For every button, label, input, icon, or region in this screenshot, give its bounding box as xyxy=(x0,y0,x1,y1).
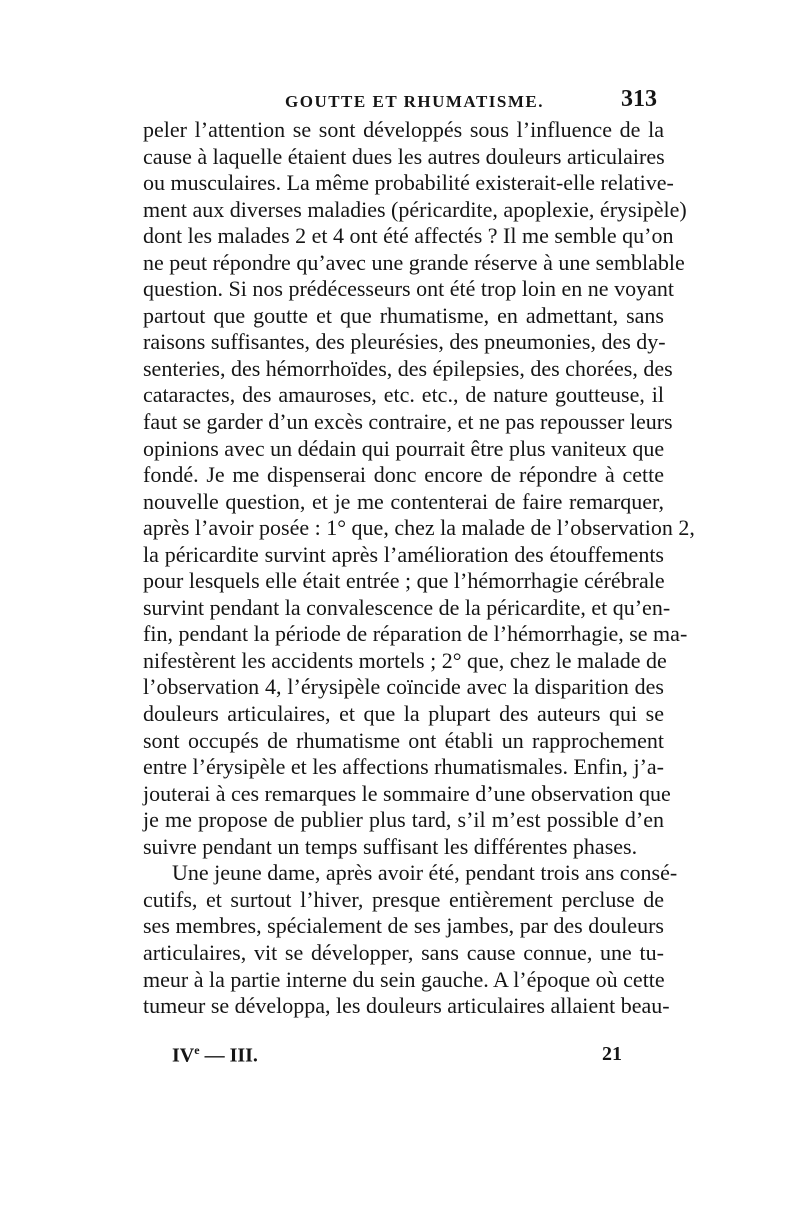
text-line: partout que goutte et que rhumatisme, en admettant, sans xyxy=(143,302,664,328)
text-line: douleurs articulaires, et que la plupart des auteurs qui se xyxy=(143,701,664,727)
text-line: nouvelle question, et je me contenterai de faire remarquer, xyxy=(143,488,664,514)
text-line: ses membres, spécialement de ses jambes, par des douleurs xyxy=(143,913,664,939)
text-line: jouterai à ces remarques le sommaire d’une observation que xyxy=(143,780,671,806)
text-line: entre l’érysipèle et les affections rhumatismales. Enfin, j’a- xyxy=(143,754,664,780)
text-line: ment aux diverses maladies (péricardite, apoplexie, érysipèle) xyxy=(143,196,687,222)
text-line: fondé. Je me dispenserai donc encore de répondre à cette xyxy=(143,462,664,488)
paragraph-continued xyxy=(143,117,695,860)
text-line: survint pendant la convalescence de la péricardite, et qu’en- xyxy=(143,594,671,620)
text-line: ne peut répondre qu’avec une grande réserve à une semblable xyxy=(143,249,685,275)
page-footer xyxy=(172,1043,622,1073)
body-text xyxy=(143,117,695,1020)
text-line: ou musculaires. La même probabilité existerait-elle relative- xyxy=(143,170,674,196)
text-line: nifestèrent les accidents mortels ; 2° que, chez le malade de xyxy=(143,647,667,673)
text-line: dont les malades 2 et 4 ont été affectés ? Il me semble qu’on xyxy=(143,223,674,249)
text-line: je me propose de publier plus tard, s’il m’est possible d’en xyxy=(143,807,664,833)
signature-main: IV xyxy=(172,1044,195,1067)
text-line: suivre pendant un temps suffisant les différentes phases. xyxy=(143,833,638,859)
text-line: Une jeune dame, après avoir été, pendant trois ans consé- xyxy=(172,860,678,886)
running-head xyxy=(140,88,660,118)
paragraph-observation xyxy=(143,860,678,1019)
text-line: fin, pendant la période de réparation de l’hémorrhagie, se ma- xyxy=(143,621,688,647)
text-line: après l’avoir posée : 1° que, chez la malade de l’observation 2, xyxy=(143,515,695,541)
sheet-number: 21 xyxy=(602,1043,622,1065)
text-line: meur à la partie interne du sein gauche. A l’époque où cette xyxy=(143,966,665,992)
text-line: cataractes, des amauroses, etc. etc., de nature goutteuse, il xyxy=(143,382,664,408)
text-line: faut se garder d’un excès contraire, et ne pas repousser leurs xyxy=(143,409,673,435)
printer-signature xyxy=(172,1043,258,1068)
text-line: cause à laquelle étaient dues les autres douleurs articulaires xyxy=(143,143,665,169)
running-title: GOUTTE ET RHUMATISME. xyxy=(285,92,544,111)
signature-rest: — III. xyxy=(199,1044,258,1067)
text-line: sont occupés de rhumatisme ont établi un rapprochement xyxy=(143,727,664,753)
text-line: l’observation 4, l’érysipèle coïncide avec la disparition des xyxy=(143,674,664,700)
text-line: cutifs, et surtout l’hiver, presque entièrement percluse de xyxy=(143,886,664,912)
text-line: raisons suffisantes, des pleurésies, des pneumonies, des dy- xyxy=(143,329,666,355)
text-line: opinions avec un dédain qui pourrait être plus vaniteux que xyxy=(143,435,665,461)
text-line: senteries, des hémorrhoïdes, des épilepsies, des chorées, des xyxy=(143,355,673,381)
signature-superscript: e xyxy=(194,1043,200,1057)
text-line: pour lesquels elle était entrée ; que l’hémorrhagie cérébrale xyxy=(143,568,665,594)
text-line: articulaires, vit se développer, sans cause connue, une tu- xyxy=(143,939,664,965)
text-line: question. Si nos prédécesseurs ont été trop loin en ne voyant xyxy=(143,276,674,302)
text-line: peler l’attention se sont développés sous l’influence de la xyxy=(143,117,664,142)
text-line: la péricardite survint après l’amélioration des étouffements xyxy=(143,541,664,567)
page-number: 313 xyxy=(621,86,657,112)
text-line: tumeur se développa, les douleurs articulaires allaient beau- xyxy=(143,993,670,1019)
